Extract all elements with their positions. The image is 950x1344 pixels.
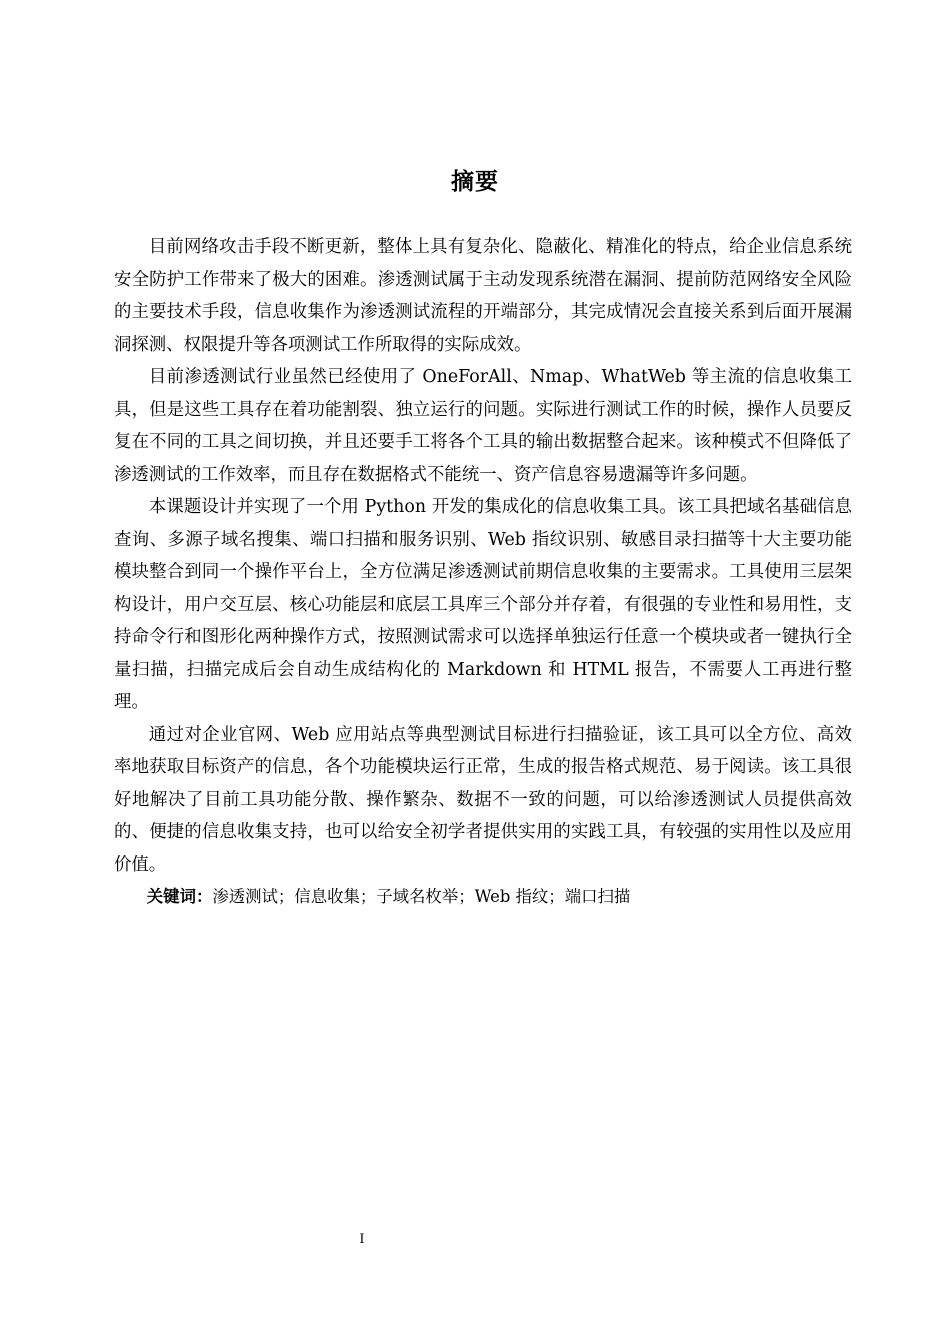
abstract-title: 摘要 [451,169,499,195]
abstract-paragraph-1: 目前网络攻击手段不断更新，整体上具有复杂化、隐蔽化、精准化的特点，给企业信息系统安全防护工作带来了极大的困难。渗透测试属于主动发现系统潜在漏洞、提前防范网络安全风险的主要技术手段，信息收集作为渗透测试流程的开端部分，其完成情况会直接关系到后面开展漏洞探测、权限提升等各项测试工作所取得的实际成效。 [114,237,852,355]
keywords-line [114,881,852,914]
abstract-paragraph-3: 本课题设计并实现了一个用 Python 开发的集成化的信息收集工具。该工具把域名基础信息查询、多源子域名搜集、端口扫描和服务识别、Web 指纹识别、敏感目录扫描等十大主要功能模块整合到同一个操作平台上，全方位满足渗透测试前期信息收集的主要需求。工具使用三层架构设计，用户交互层、核心功能层和底层工具库三个部分并存着，有很强的专业性和易用性，支持命令行和图形化两种操作方式，按照测试需求可以选择单独运行任意一个模块或者一键执行全量扫描，扫描完成后会自动生成结构化的 Markdown 和 HTML 报告，不需要人工再进行整理。 [114,497,852,712]
abstract-paragraph-2: 目前渗透测试行业虽然已经使用了 OneForAll、Nmap、WhatWeb 等主流的信息收集工具，但是这些工具存在着功能割裂、独立运行的问题。实际进行测试工作的时候，操作人员要反复在不同的工具之间切换，并且还要手工将各个工具的输出数据整合起来。该种模式不但降低了渗透测试的工作效率，而且存在数据格式不能统一、资产信息容易遗漏等许多问题。 [114,367,852,485]
abstract-paragraph-4: 通过对企业官网、Web 应用站点等典型测试目标进行扫描验证，该工具可以全方位、高效率地获取目标资产的信息，各个功能模块运行正常，生成的报告格式规范、易于阅读。该工具很好地解决了目前工具功能分散、操作繁杂、数据不一致的问题，可以给渗透测试人员提供高效的、便捷的信息收集支持，也可以给安全初学者提供实用的实践工具，有较强的实用性以及应用价值。 [114,724,852,875]
page-number: I [359,1232,365,1247]
keywords-list: 渗透测试；信息收集；子域名枚举；Web 指纹；端口扫描 [212,887,631,906]
abstract-body [114,231,852,914]
keywords-label: 关键词： [146,887,213,906]
